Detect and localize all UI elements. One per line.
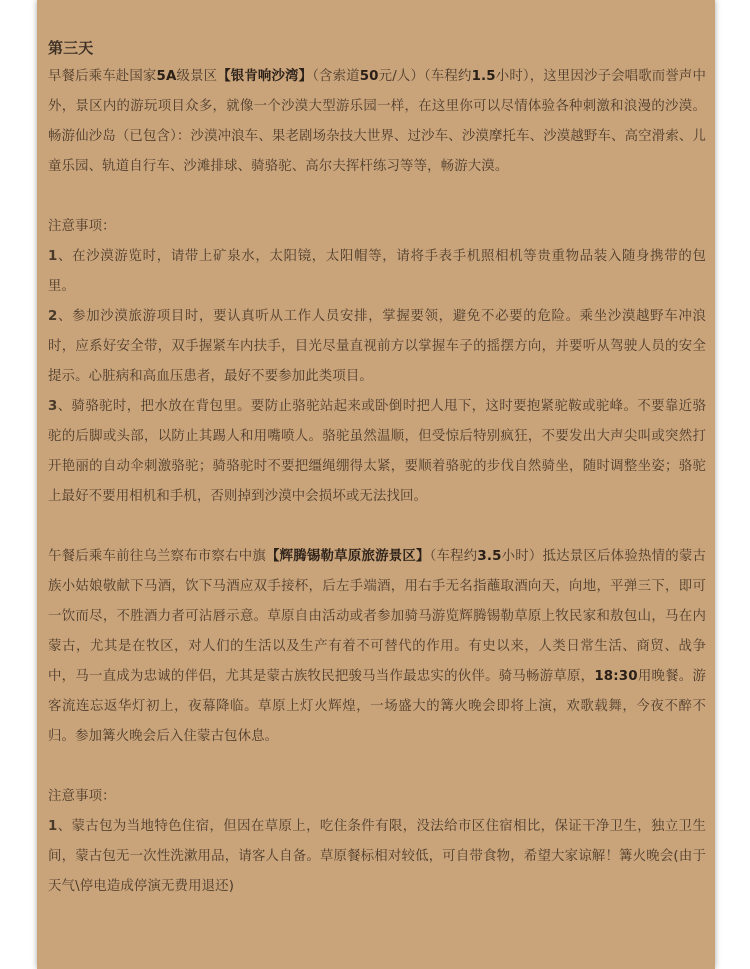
- text-segment: 元/人）（车程约: [378, 69, 472, 84]
- note-text: 、骑骆驼时，把水放在背包里。要防止骆驼站起来或卧倒时把人甩下，这时要抱紧驼鞍或驼峰。不要靠近骆驼的后脚或头部，以防止其踢人和用嘴喷人。骆驼虽然温顺，但受惊后特别疯狂，不要发出大声尖叫或突然打开艳丽的自动伞刺激骆驼；骑骆驼时不要把缰绳绷得太紧，要顺着骆驼的步伐自然骑坐，随时调整坐姿；骆驼上最好不要用相机和手机，否则掉到沙漠中会损坏或无法找回。: [48, 399, 706, 504]
- text-segment: （含索道: [312, 69, 360, 84]
- text-segment: 午餐后乘车前往乌兰察布市察右中旗: [48, 549, 267, 564]
- duration-value: 3.5: [477, 549, 502, 564]
- price-value: 50: [359, 69, 379, 84]
- text-segment: （车程约: [429, 549, 478, 564]
- text-segment: 级景区: [176, 69, 218, 84]
- note-number: 2: [48, 309, 58, 324]
- note-number: 3: [48, 399, 58, 414]
- note-text: 、在沙漠游览时，请带上矿泉水，太阳镜，太阳帽等，请将手表手机照相机等贵重物品装入随身携带的包里。: [48, 249, 706, 294]
- note-number: 1: [48, 819, 58, 834]
- spacer: [48, 752, 706, 782]
- text-segment: 早餐后乘车赴国家: [48, 69, 157, 84]
- spacer: [48, 182, 706, 212]
- text-segment: 小时）抵达景区后体验热情的蒙古族小姑娘敬献下马酒，饮下马酒应双手接杯，后左手端酒，用右手无名指蘸取酒向天，向地，平弹三下，即可一饮而尽，不胜酒力者可沾唇示意。草原自由活动或者参加骑马游览辉腾锡勒草原上牧民家和敖包山，马在内蒙古，尤其是在牧区，对人们的生活以及生产有着不可替代的作用。有史以来，人类日常生活、商贸、战争中，马一直成为忠诚的伴侣，尤其是蒙古族牧民把骏马当作最忠实的伙伴。骑马畅游草原，: [48, 549, 706, 684]
- afternoon-description-paragraph: [48, 542, 706, 752]
- notes-heading: 注意事项：: [48, 789, 116, 804]
- scenic-spot-name: 【辉腾锡勒草原旅游景区】: [266, 549, 430, 564]
- itinerary-content: [48, 34, 706, 902]
- text-segment: 小时），这里因沙子会唱歌而誉声中外，景区内的游玩项目众多，就像一个沙漠大型游乐园一样，在这里你可以尽情体验各种刺激和浪漫的沙漠。畅游仙沙岛（已包含）：沙漠冲浪车、果老剧场杂技大世界、过沙车、沙漠摩托车、沙漠越野车、高空滑索、儿童乐园、轨道自行车、沙滩排球、骑骆驼、高尔夫挥杆练习等等，畅游大漠。: [48, 69, 707, 174]
- scenic-spot-name: 【银肯响沙湾】: [217, 69, 313, 84]
- time-value: 18:30: [594, 669, 638, 684]
- text-segment: 用晚餐。游客流连忘返华灯初上，夜幕降临。草原上灯火辉煌，一场盛大的篝火晚会即将上演，欢歌载舞，今夜不醉不归。参加篝火晚会后入住蒙古包休息。: [48, 669, 707, 744]
- note-number: 1: [48, 249, 58, 264]
- day-description-paragraph: [48, 62, 706, 182]
- spacer: [48, 512, 706, 542]
- note-item: [48, 242, 706, 302]
- text-segment-bold: 5A: [156, 69, 177, 84]
- note-item: [48, 302, 706, 392]
- note-text: 、蒙古包为当地特色住宿，但因在草原上，吃住条件有限，没法给市区住宿相比，保证干净卫生，独立卫生间，蒙古包无一次性洗漱用品，请客人自备。草原餐标相对较低，可自带食物，希望大家谅解！篝火晚会(由于天气\停电造成停演无费用退还): [48, 819, 706, 894]
- day-title: 第三天: [48, 39, 94, 57]
- note-item: [48, 812, 706, 902]
- note-text: 、参加沙漠旅游项目时，要认真听从工作人员安排，掌握要领，避免不必要的危险。乘坐沙漠越野车冲浪时，应系好安全带，双手握紧车内扶手，目光尽量直视前方以掌握车子的摇摆方向，并要听从驾驶人员的安全提示。心脏病和高血压患者，最好不要参加此类项目。: [48, 309, 706, 384]
- duration-value: 1.5: [471, 69, 496, 84]
- notes-heading: 注意事项：: [48, 219, 116, 234]
- note-item: [48, 392, 706, 512]
